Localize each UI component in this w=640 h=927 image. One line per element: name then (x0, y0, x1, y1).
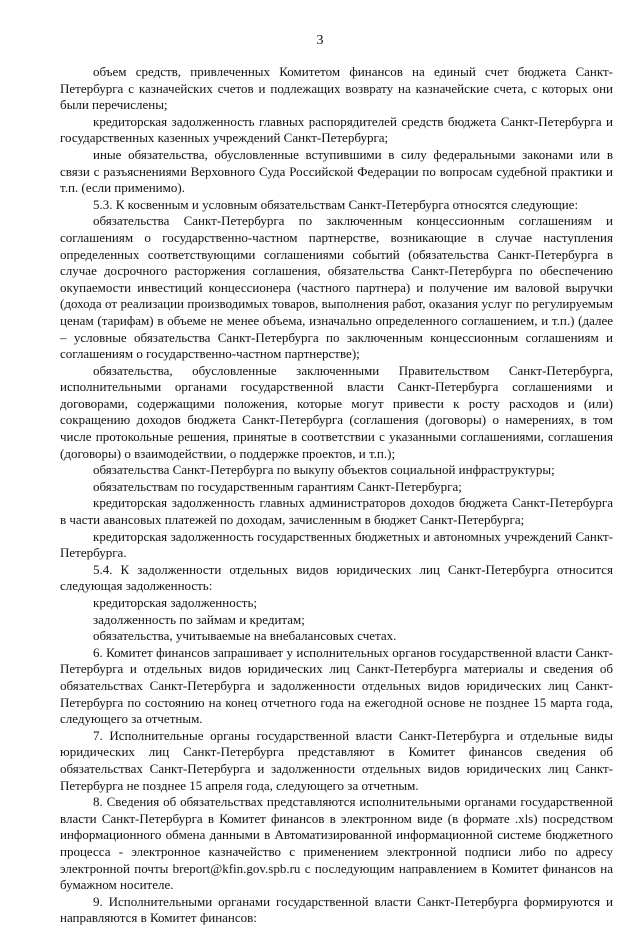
paragraph: объем средств, привлеченных Комитетом финансов на единый счет бюджета Санкт-Петербурга с казначейских счетов и подлежащих возврату на казначейские счета, с которых они были перечислены; (60, 64, 613, 113)
paragraph: 7. Исполнительные органы государственной власти Санкт-Петербурга и отдельные виды юридических лиц Санкт-Петербурга представляют в Комитет финансов сведения об обязательствах Санкт-Петербурга и задолженности отдельных видов юридических лиц Санкт-Петербурга не позднее 15 апреля года, следующего за отчетным. (60, 727, 613, 793)
paragraph: обязательства, обусловленные заключенными Правительством Санкт-Петербурга, исполнительными органами государственной власти Санкт-Петербурга соглашениями и договорами, содержащими положения, которые могут привести к росту расходов и (или) сокращению доходов бюджета Санкт-Петербурга (соглашения (договоры) о намерениях, в том числе протокольные решения, принятые в соответствии с указанными соглашениями, соглашения (договоры) о взаимодействии, о поддержке проектов, и т.п.); (60, 362, 613, 461)
paragraph: обязательства, учитываемые на внебалансовых счетах. (93, 628, 397, 644)
document-body (60, 64, 613, 927)
paragraph: 6. Комитет финансов запрашивает у исполнительных органов государственной власти Санкт-Петербурга и отдельных видов юридических лиц Санкт-Петербурга материалы и сведения об обязательствах Санкт-Петербурга и задолженности отдельных видов юридических лиц Санкт-Петербурга по состоянию на конец отчетного года на ежегодной основе не позднее 15 марта года, следующего за отчетным. (60, 644, 613, 727)
paragraph: обязательства Санкт-Петербурга по выкупу объектов социальной инфраструктуры; (93, 462, 555, 478)
paragraph: кредиторская задолженность государственных бюджетных и автономных учреждений Санкт-Петербурга. (60, 528, 613, 561)
paragraph: обязательствам по государственным гарантиям Санкт-Петербурга; (93, 478, 462, 494)
paragraph: кредиторская задолженность главных распорядителей средств бюджета Санкт-Петербурга и государственных казенных учреждений Санкт-Петербурга; (60, 113, 613, 146)
paragraph: 5.4. К задолженности отдельных видов юридических лиц Санкт-Петербурга относится следующая задолженность: (60, 561, 613, 594)
paragraph: кредиторская задолженность; (93, 595, 258, 610)
paragraph: 9. Исполнительными органами государственной власти Санкт-Петербурга формируются и направляются в Комитет финансов: (60, 893, 613, 926)
paragraph: задолженность по займам и кредитам; (93, 611, 305, 627)
page-number: 3 (316, 33, 324, 48)
paragraph: 8. Сведения об обязательствах представляются исполнительными органами государственной власти Санкт-Петербурга в Комитет финансов в электронном виде (в формате .xls) посредством информационного обмена данными в Автоматизированной информационной системе бюджетного процесса - электронное казначейство с применением электронной подписи либо по адресу электронной почты breport@kfin.gov.spb.ru с последующим направлением в Комитет финансов на бумажном носителе. (60, 794, 613, 893)
paragraph: кредиторская задолженность главных администраторов доходов бюджета Санкт-Петербурга в части авансовых платежей по доходам, зачисленным в бюджет Санкт-Петербурга; (60, 495, 613, 528)
paragraph: иные обязательства, обусловленные вступившими в силу федеральными законами или в связи с разъяснениями Верховного Суда Российской Федерации по вопросам судебной практики и т.п. (если применимо). (60, 146, 613, 196)
paragraph: обязательства Санкт-Петербурга по заключенным концессионным соглашениям и соглашениям о государственно-частном партнерстве, возникающие в случае наступления определенных соответствующими соглашениями событий (обязательства Санкт-Петербурга в случае досрочного расторжения соглашения, обязательства Санкт-Петербурга по обеспечению окупаемости инвестиций концессионера (частного партнера) и получение им валовой выручки (дохода от реализации производимых товаров, выполнения работ, оказания услуг по регулируемым ценам (тарифам) в объеме не менее объема, изначально определенного соглашением, и т.п.) (далее – условные обязательства Санкт-Петербурга по заключенным концессионным соглашениям и соглашениям о государственно-частном партнерстве); (60, 213, 613, 362)
paragraph: 5.3. К косвенным и условным обязательствам Санкт-Петербурга относятся следующие: (93, 196, 579, 212)
